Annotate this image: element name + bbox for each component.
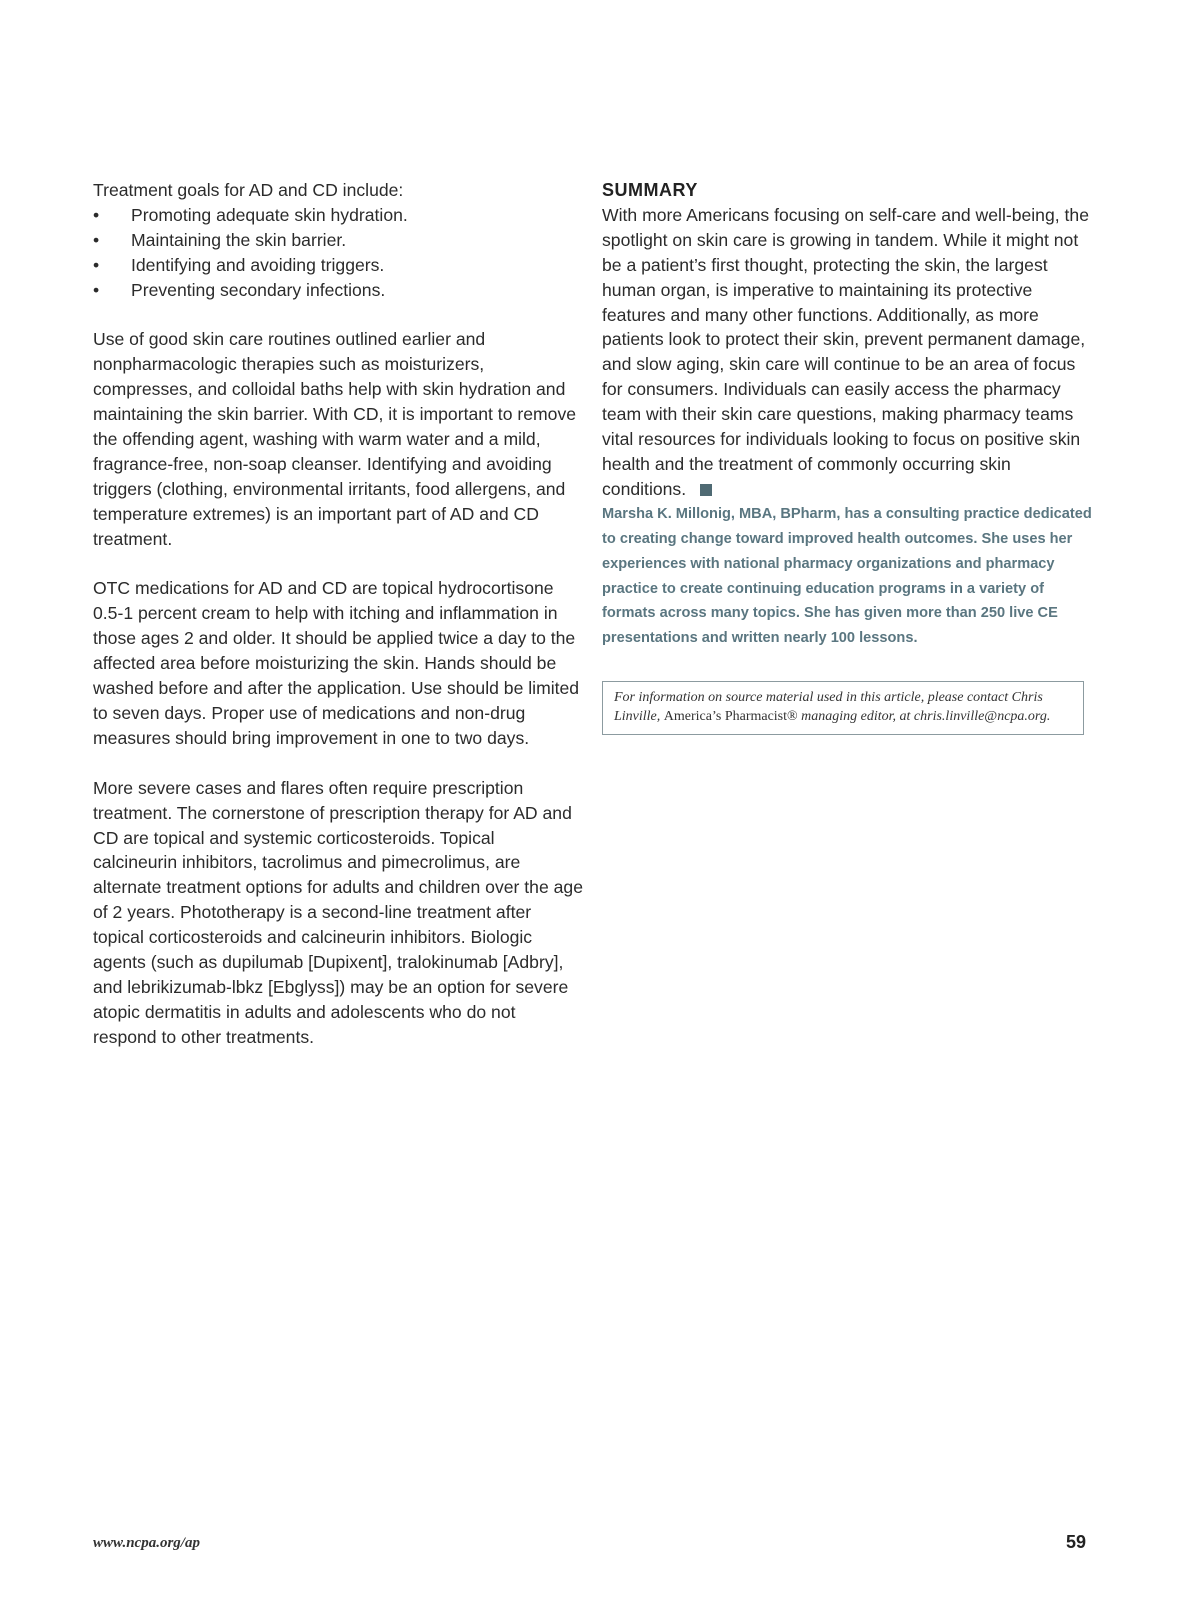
left-column [93,178,583,1050]
source-info-box [602,681,1084,735]
list-item [93,278,583,303]
bullet-icon: • [93,229,100,250]
list-item [93,203,583,228]
bullet-icon: • [93,254,100,275]
list-item [93,253,583,278]
bullet-icon: • [93,279,100,300]
summary-heading: SUMMARY [602,180,698,200]
right-column [602,178,1092,735]
paragraph-skin-care-routines: Use of good skin care routines outlined earlier and nonpharmacologic therapies such as moisturizers, compresses, and colloidal baths help with skin hydration and maintaining the skin barrier. With CD, it is important to remove the offending agent, washing with warm water and a mild, fragrance-free, non-soap cleanser. Identifying and avoiding triggers (clothing, environmental irritants, food allergens, and temperature extremes) is an important part of AD and CD treatment. [93,329,577,549]
source-text-before: For information on source material used in this article, please contact Chris Linville, [614,690,1043,725]
summary-text: With more Americans focusing on self-care and well-being, the spotlight on skin care is growing in tandem. While it might not be a patient’s first thought, protecting the skin, the largest human organ, is imperative to maintaining its protective features and many other functions. Additionally, as more patients look to protect their skin, prevent permanent damage, and slow aging, skin care will continue to be an area of focus for consumers. Individuals can easily access the pharmacy team with their skin care questions, making pharmacy teams vital resources for individuals looking to focus on positive skin health and the treatment of commonly occurring skin conditions. [602,204,1089,499]
goal-text: Identifying and avoiding triggers. [131,254,385,275]
page-number: 59 [1065,1532,1086,1552]
author-bio: Marsha K. Millonig, MBA, BPharm, has a consulting practice dedicated to creating change toward improved health outcomes. She uses her experiences with national pharmacy organizations and pharmacy practice to create continuing education programs in a variety of formats across many topics. She has given more than 250 live CE presentations and written nearly 100 lessons. [602,505,1092,647]
goal-text: Maintaining the skin barrier. [131,229,347,250]
source-text-after: managing editor, at chris.linville@ncpa.org. [797,709,1051,725]
summary-paragraph [602,203,1092,502]
goals-intro: Treatment goals for AD and CD include: [93,180,404,200]
publication-name: America’s Pharmacist® [663,709,798,725]
paragraph-otc-medications: OTC medications for AD and CD are topical hydrocortisone 0.5-1 percent cream to help with itching and inflammation in those ages 2 and older. It should be applied twice a day to the affected area before moisturizing the skin. Hands should be washed before and after the application. Use should be limited to seven days. Proper use of medications and non-drug measures should bring improvement in one to two days. [93,578,580,748]
treatment-goals-list [93,203,583,303]
end-of-article-icon [700,484,712,496]
goal-text: Preventing secondary infections. [131,279,386,300]
paragraph-prescription-treatment: More severe cases and flares often require prescription treatment. The cornerstone of prescription therapy for AD and CD are topical and systemic corticosteroids. Topical calcineurin inhibitors, tacrolimus and pimecrolimus, are alternate treatment options for adults and children over the age of 2 years. Phototherapy is a second-line treatment after topical corticosteroids and calcineurin inhibitors. Biologic agents (such as dupilumab [Dupixent], tralokinumab [Adbry], and lebrikizumab-lbkz [Ebglyss]) may be an option for severe atopic dermatitis in adults and adolescents who do not respond to other treatments. [93,777,583,1047]
goal-text: Promoting adequate skin hydration. [131,204,408,225]
footer-url: www.ncpa.org/ap [93,1535,200,1551]
bullet-icon: • [93,204,100,225]
list-item [93,228,583,253]
